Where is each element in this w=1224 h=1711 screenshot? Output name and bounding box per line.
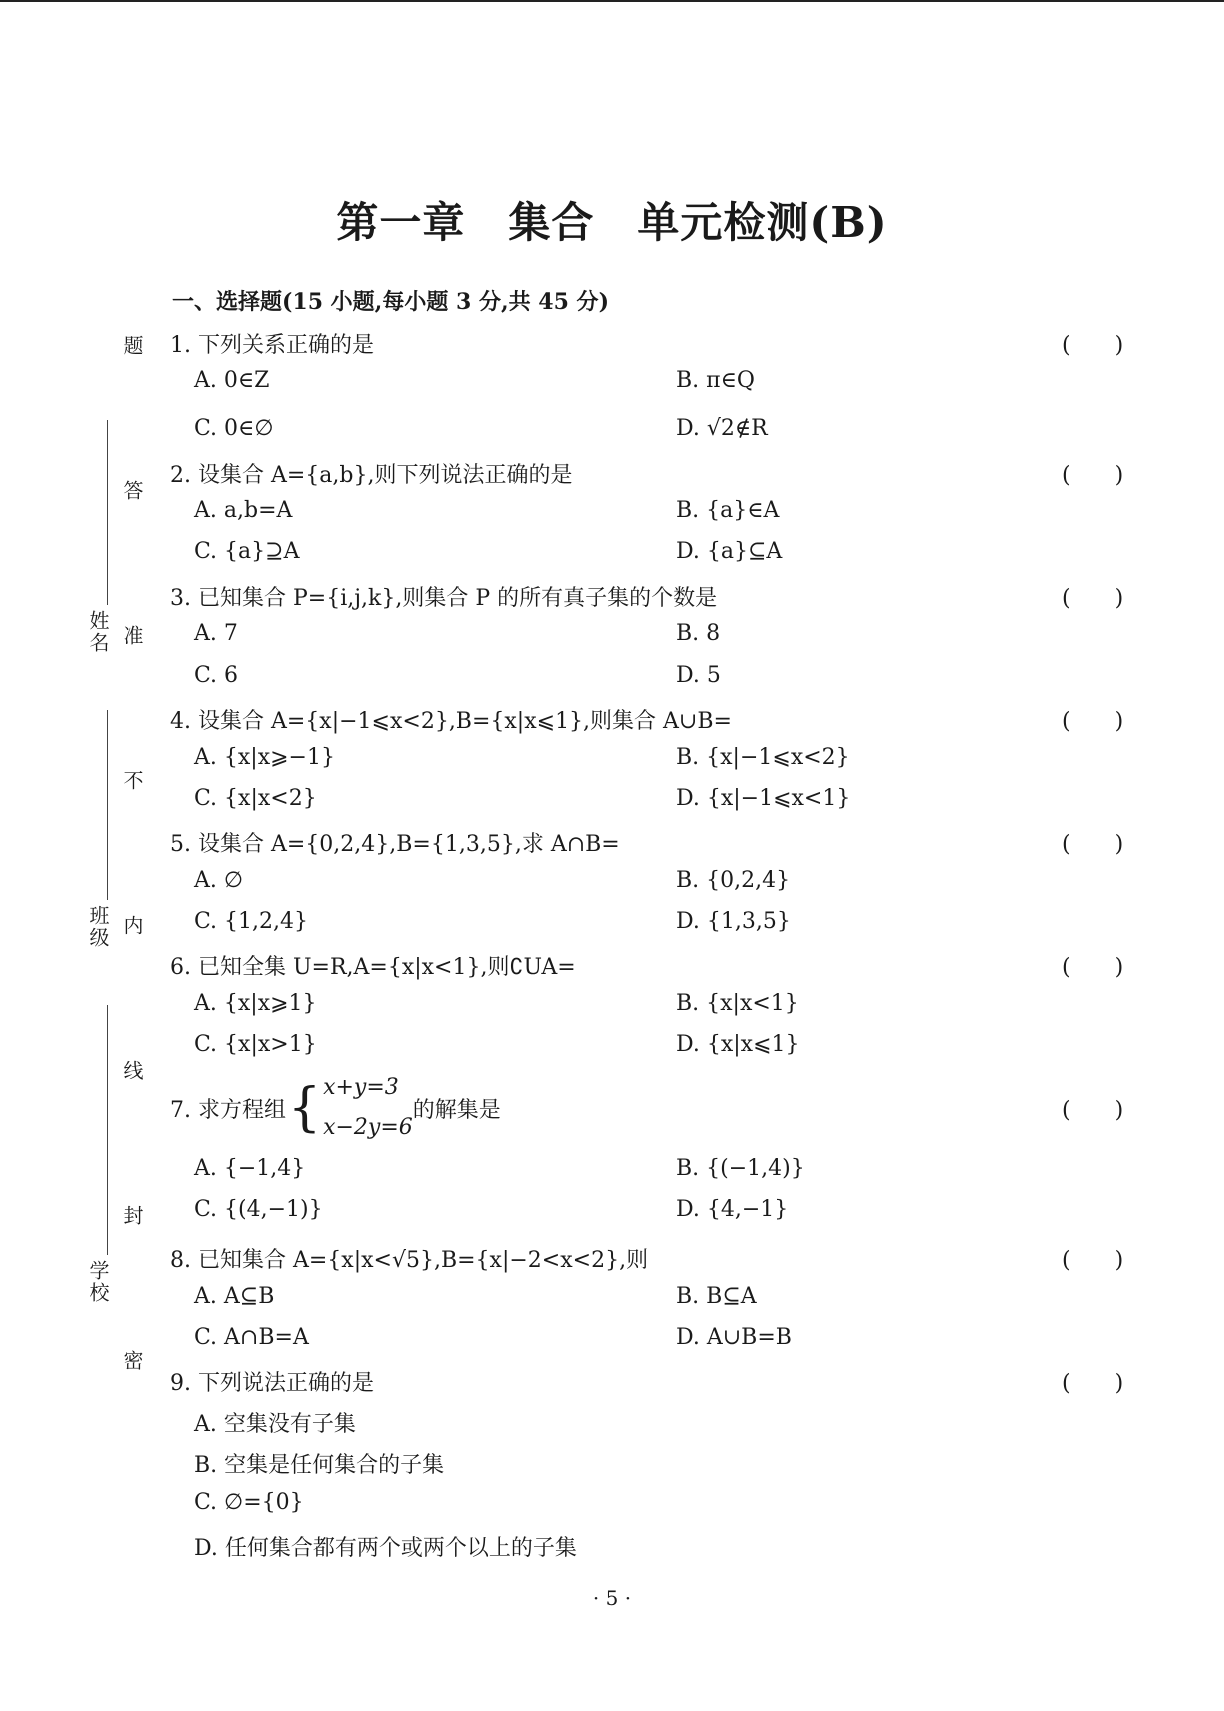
page-number: · 5 · [592,1586,632,1610]
answer-paren-6[interactable]: ( ) [1062,955,1124,980]
q3-option-a: A. 7 [194,621,238,646]
q9-option-c: C. ∅={0} [194,1490,304,1515]
q7-stem-prefix: 7. 求方程组 [170,1097,286,1123]
page-title: 第一章 集合 单元检测(B) [336,198,888,247]
answer-paren-8[interactable]: ( ) [1062,1248,1124,1273]
q9-option-d: D. 任何集合都有两个或两个以上的子集 [194,1536,577,1561]
system-brace-icon: { [287,1078,322,1138]
name-write-line [107,420,108,605]
question-8-stem: 8. 已知集合 A={x|x<√5},B={x|−2<x<2},则 [170,1248,649,1273]
q2-option-c: C. {a}⊇A [194,539,300,564]
label-school: 学校 [86,1260,110,1304]
question-5-stem: 5. 设集合 A={0,2,4},B={1,3,5},求 A∩B= [170,832,620,857]
seal-char-nei: 内 [120,915,144,937]
q4-option-a: A. {x|x⩾−1} [194,745,335,770]
q9-option-a: A. 空集没有子集 [194,1412,356,1437]
q5-option-c: C. {1,2,4} [194,909,309,934]
q8-option-b: B. B⊆A [676,1284,757,1309]
q7-stem-suffix: 的解集是 [412,1097,501,1123]
answer-paren-2[interactable]: ( ) [1062,463,1124,488]
seal-char-zhun: 准 [120,625,144,647]
q8-option-d: D. A∪B=B [676,1325,792,1350]
q4-option-c: C. {x|x<2} [194,786,317,811]
school-write-line [107,1005,108,1255]
q9-option-b: B. 空集是任何集合的子集 [194,1453,445,1478]
q6-option-a: A. {x|x⩾1} [194,991,317,1016]
q1-option-a: A. 0∈Z [194,368,270,393]
equation-1: x+y=3 [323,1075,399,1100]
answer-paren-3[interactable]: ( ) [1062,586,1124,611]
answer-paren-9[interactable]: ( ) [1062,1371,1124,1396]
q1-option-b: B. π∈Q [676,368,755,393]
section-heading: 一、选择题(15 小题,每小题 3 分,共 45 分) [172,289,609,315]
class-write-line [107,710,108,900]
q2-option-b: B. {a}∈A [676,498,780,523]
q3-option-d: D. 5 [676,663,721,688]
q6-option-d: D. {x|x⩽1} [676,1032,800,1057]
label-name: 姓名 [86,610,110,654]
question-1-stem: 1. 下列关系正确的是 [170,333,374,358]
q4-option-b: B. {x|−1⩽x<2} [676,745,850,770]
answer-paren-4[interactable]: ( ) [1062,709,1124,734]
question-4-stem: 4. 设集合 A={x|−1⩽x<2},B={x|x⩽1},则集合 A∪B= [170,709,732,734]
answer-paren-7[interactable]: ( ) [1062,1098,1124,1123]
top-border-rule [0,0,1224,2]
q6-option-b: B. {x|x<1} [676,991,799,1016]
seal-char-mi: 密 [120,1350,144,1372]
question-9-stem: 9. 下列说法正确的是 [170,1371,374,1396]
seal-char-da: 答 [120,480,144,502]
q7-option-b: B. {(−1,4)} [676,1156,805,1181]
q6-option-c: C. {x|x>1} [194,1032,317,1057]
q8-option-a: A. A⊆B [194,1284,275,1309]
label-class: 班级 [86,905,110,949]
question-3-stem: 3. 已知集合 P={i,j,k},则集合 P 的所有真子集的个数是 [170,586,718,611]
q2-option-d: D. {a}⊆A [676,539,783,564]
seal-char-feng: 封 [120,1205,144,1227]
seal-char-ti: 题 [120,335,144,357]
q5-option-a: A. ∅ [194,868,244,893]
q2-option-a: A. a,b=A [194,498,293,523]
q3-option-b: B. 8 [676,621,721,646]
answer-paren-5[interactable]: ( ) [1062,832,1124,857]
q4-option-d: D. {x|−1⩽x<1} [676,786,851,811]
answer-paren-1[interactable]: ( ) [1062,333,1124,358]
question-6-stem: 6. 已知全集 U=R,A={x|x<1},则∁UA= [170,955,576,980]
q1-option-d: D. √2∉R [676,416,768,441]
q7-option-a: A. {−1,4} [194,1156,306,1181]
q5-option-b: B. {0,2,4} [676,868,791,893]
q8-option-c: C. A∩B=A [194,1325,309,1350]
equation-system [323,1068,413,1148]
seal-char-bu: 不 [120,770,144,792]
q3-option-c: C. 6 [194,663,239,688]
seal-char-xian: 线 [120,1060,144,1082]
q7-option-d: D. {4,−1} [676,1197,789,1222]
q7-option-c: C. {(4,−1)} [194,1197,323,1222]
question-7-stem [170,1068,501,1148]
question-2-stem: 2. 设集合 A={a,b},则下列说法正确的是 [170,463,573,488]
q1-option-c: C. 0∈∅ [194,416,274,441]
equation-2: x−2y=6 [323,1115,413,1140]
q5-option-d: D. {1,3,5} [676,909,791,934]
